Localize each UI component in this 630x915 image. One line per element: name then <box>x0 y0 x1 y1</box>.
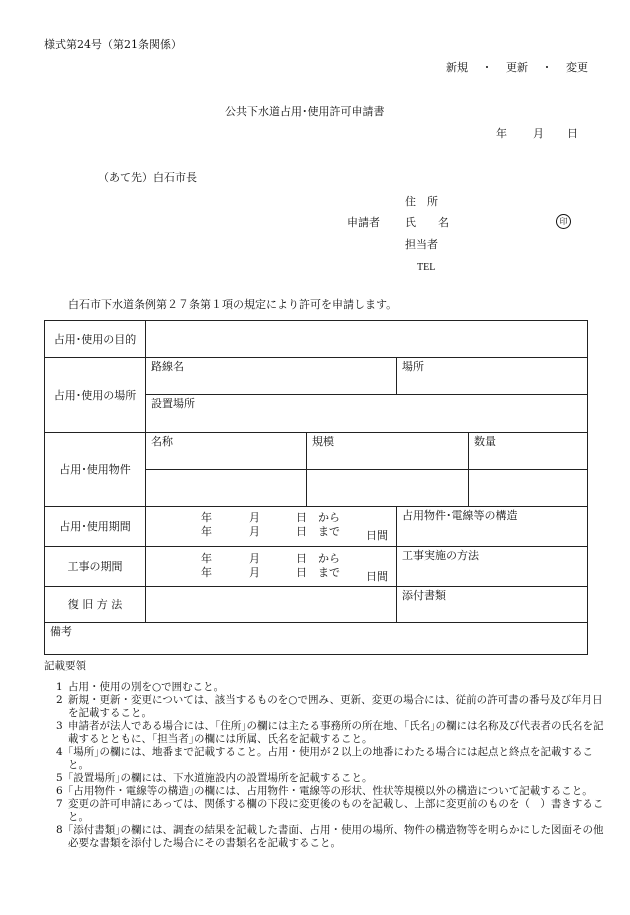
place-field[interactable] <box>397 358 588 395</box>
objects-label: 占用･使用物件 <box>45 433 146 507</box>
statement: 白石市下水道条例第２７条第１項の規定により許可を申請します。 <box>68 298 398 311</box>
form-number: 様式第24号（第21条関係） <box>44 38 182 51</box>
quantity-field[interactable] <box>469 433 588 470</box>
remarks-field[interactable] <box>45 623 588 655</box>
instructions-section <box>44 658 604 850</box>
quantity-label: 数量 <box>474 435 496 448</box>
item-name-value[interactable] <box>146 470 307 507</box>
item-name-field[interactable] <box>146 433 307 470</box>
instruction-item: 2 新規・更新・変更については、該当するものを○で囲み、更新、変更の場合には、従前の許可書の番号及び年月日を記載すること。 <box>56 694 603 719</box>
type-option-renewal: 更新 <box>506 61 528 74</box>
install-place-label: 設置場所 <box>151 397 195 410</box>
scale-field[interactable] <box>307 433 469 470</box>
addressee: （あて先）白石市長 <box>98 171 197 184</box>
date-year: 年 <box>496 127 507 140</box>
type-option-new: 新規 <box>446 61 468 74</box>
place-label: 場所 <box>402 360 424 373</box>
structure-field[interactable] <box>397 507 588 547</box>
scale-value[interactable] <box>307 470 469 507</box>
quantity-value[interactable] <box>469 470 588 507</box>
construction-period-field[interactable]: 年 月 日 から 年 月 日 まで 日間 <box>146 547 397 587</box>
attachments-field[interactable] <box>397 587 588 623</box>
type-option-change: 変更 <box>566 61 588 74</box>
remarks-label: 備考 <box>50 625 72 638</box>
item-name-label: 名称 <box>151 435 173 448</box>
contact-person-label: 担当者 <box>405 238 438 251</box>
applicant-name-label: 氏 名 <box>405 216 449 229</box>
method-label: 工事実施の方法 <box>402 549 479 562</box>
structure-label: 占用物件･電線等の構造 <box>402 509 518 522</box>
instruction-item: 7 変更の許可申請にあっては、関係する欄の下段に変更後のものを記載し、上部に変更前のものを（ ）書きすること。 <box>56 798 604 823</box>
instruction-item: 3 申請者が法人である場合には、｢住所｣の欄には主たる事務所の所在地、｢氏名｣の欄には名称及び代表者の氏名を記載するとともに、｢担当者｣の欄には所属、氏名を記載すること。 <box>56 720 604 745</box>
install-place-field[interactable] <box>146 395 588 433</box>
route-name-label: 路線名 <box>151 360 184 373</box>
tel-label: TEL <box>417 262 436 273</box>
date-day: 日 <box>567 127 578 140</box>
purpose-field[interactable] <box>146 321 588 358</box>
instruction-item: 6 ｢占用物件・電線等の構造｣の欄には、占用物件・電線等の形状、性状等規模以外の構造について記載すること。 <box>56 785 593 797</box>
application-table <box>44 320 588 655</box>
seal-mark <box>556 214 571 229</box>
purpose-label: 占用･使用の目的 <box>45 321 146 358</box>
instruction-item: 4 ｢場所｣の欄には、地番まで記載すること。占用・使用が２以上の地番にわたる場合には起点と終点を記載すること。 <box>56 746 593 771</box>
applicant-address-label: 住 所 <box>405 195 438 208</box>
page-title: 公共下水道占用･使用許可申請書 <box>225 105 385 118</box>
scale-label: 規模 <box>312 435 334 448</box>
instruction-item: 1 占用・使用の別を○で囲むこと。 <box>56 681 225 693</box>
route-name-field[interactable] <box>146 358 397 395</box>
date-month: 月 <box>533 127 544 140</box>
restoration-label: 復 旧 方 法 <box>45 587 146 623</box>
application-type: 新規 ・ 更新 ・ 変更 <box>446 61 588 74</box>
restoration-field[interactable] <box>146 587 397 623</box>
method-field[interactable] <box>397 547 588 587</box>
period-field[interactable]: 年 月 日 から 年 月 日 まで 日間 <box>146 507 397 547</box>
construction-period-label: 工事の期間 <box>45 547 146 587</box>
instruction-item: 5 ｢設置場所｣の欄には、下水道施設内の設置場所を記載すること。 <box>56 772 373 784</box>
seal-icon: 印 <box>556 214 571 229</box>
instruction-item: 8 ｢添付書類｣の欄には、調査の結果を記載した書面、占用・使用の場所、物件の構造物等を明らかにした図面その他必要な書類を添付した場合にその書類名を記載すること。 <box>56 824 604 849</box>
applicant-label: 申請者 <box>347 216 380 229</box>
location-label: 占用･使用の場所 <box>45 358 146 433</box>
period-label: 占用･使用期間 <box>45 507 146 547</box>
attachments-label: 添付書類 <box>402 589 446 602</box>
instructions-title: 記載要領 <box>44 660 86 672</box>
